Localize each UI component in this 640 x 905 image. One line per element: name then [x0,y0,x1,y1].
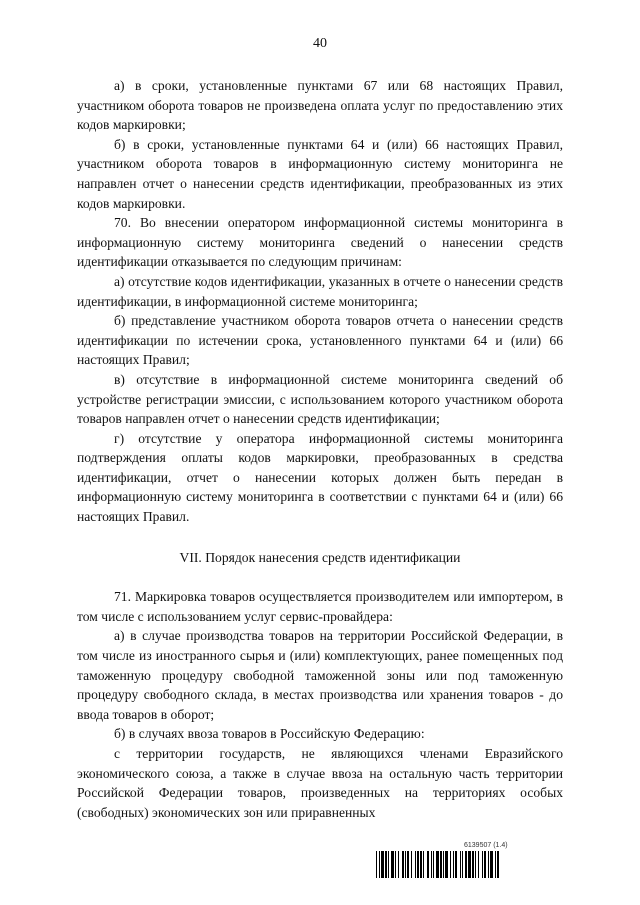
document-body [77,76,563,822]
paragraph-69a: а) в сроки, установленные пунктами 67 или 68 настоящих Правил, участником оборота товаров не произведена оплата услуг по предоставлению этих кодов маркировки; [77,78,563,133]
barcode-image [376,851,566,878]
paragraph-71: 71. Маркировка товаров осуществляется производителем или импортером, в том числе с использованием услуг сервис-провайдера: [77,589,563,624]
paragraph-70b: б) представление участником оборота товаров отчета о нанесении средств идентификации по истечении срока, установленного пунктами 64 и (или) 66 настоящих Правил; [77,313,563,368]
paragraph-71b: б) в случаях ввоза товаров в Российскую Федерацию: [114,726,425,742]
paragraph-71b-import: с территории государств, не являющихся членами Евразийского экономического союза, а также в случае ввоза на остальную часть территории Российской Федерации товаров, произведенных на территориях особых (свободных) экономических зон или приравненных [77,746,563,820]
section-heading: VII. Порядок нанесения средств идентификации [179,549,461,565]
document-code: 6139507 (1.4) [464,842,508,849]
page-number: 40 [313,36,327,51]
paragraph-70a: а) отсутствие кодов идентификации, указанных в отчете о нанесении средств идентификации, в информационной системе мониторинга; [77,273,563,309]
paragraph-71a: а) в случае производства товаров на территории Российской Федерации, в том числе из иностранного сырья и (или) комплектующих, ранее помещенных под таможенную процедуру свободной таможенной зоны или под таможенную процедуру свободного склада, в местах производства или хранения товаров - до ввода товаров в оборот; [77,628,563,722]
paragraph-70v: в) отсутствие в информационной системе мониторинга сведений об устройстве регистрации эмиссии, с использованием которого участником оборота товаров направлен отчет о нанесении средств идентификации; [77,371,563,427]
paragraph-70: 70. Во внесении оператором информационной системы мониторинга в информационную систему мониторинга сведений о нанесении средств идентификации отказывается по следующим причинам: [77,215,563,270]
paragraph-69b: б) в сроки, установленные пунктами 64 и (или) 66 настоящих Правил, участником оборота товаров в информационную систему мониторинга не направлен отчет о нанесении средств идентификации, преобразованных из этих кодов маркировки. [77,136,563,211]
paragraph-70g: г) отсутствие у оператора информационной системы мониторинга подтверждения оплаты кодов маркировки, преобразованных в средства идентификации, отчет о нанесении которых должен быть передан в информационную систему мониторинга в соответствии с пунктами 64 и (или) 66 настоящих Правил. [77,430,563,525]
